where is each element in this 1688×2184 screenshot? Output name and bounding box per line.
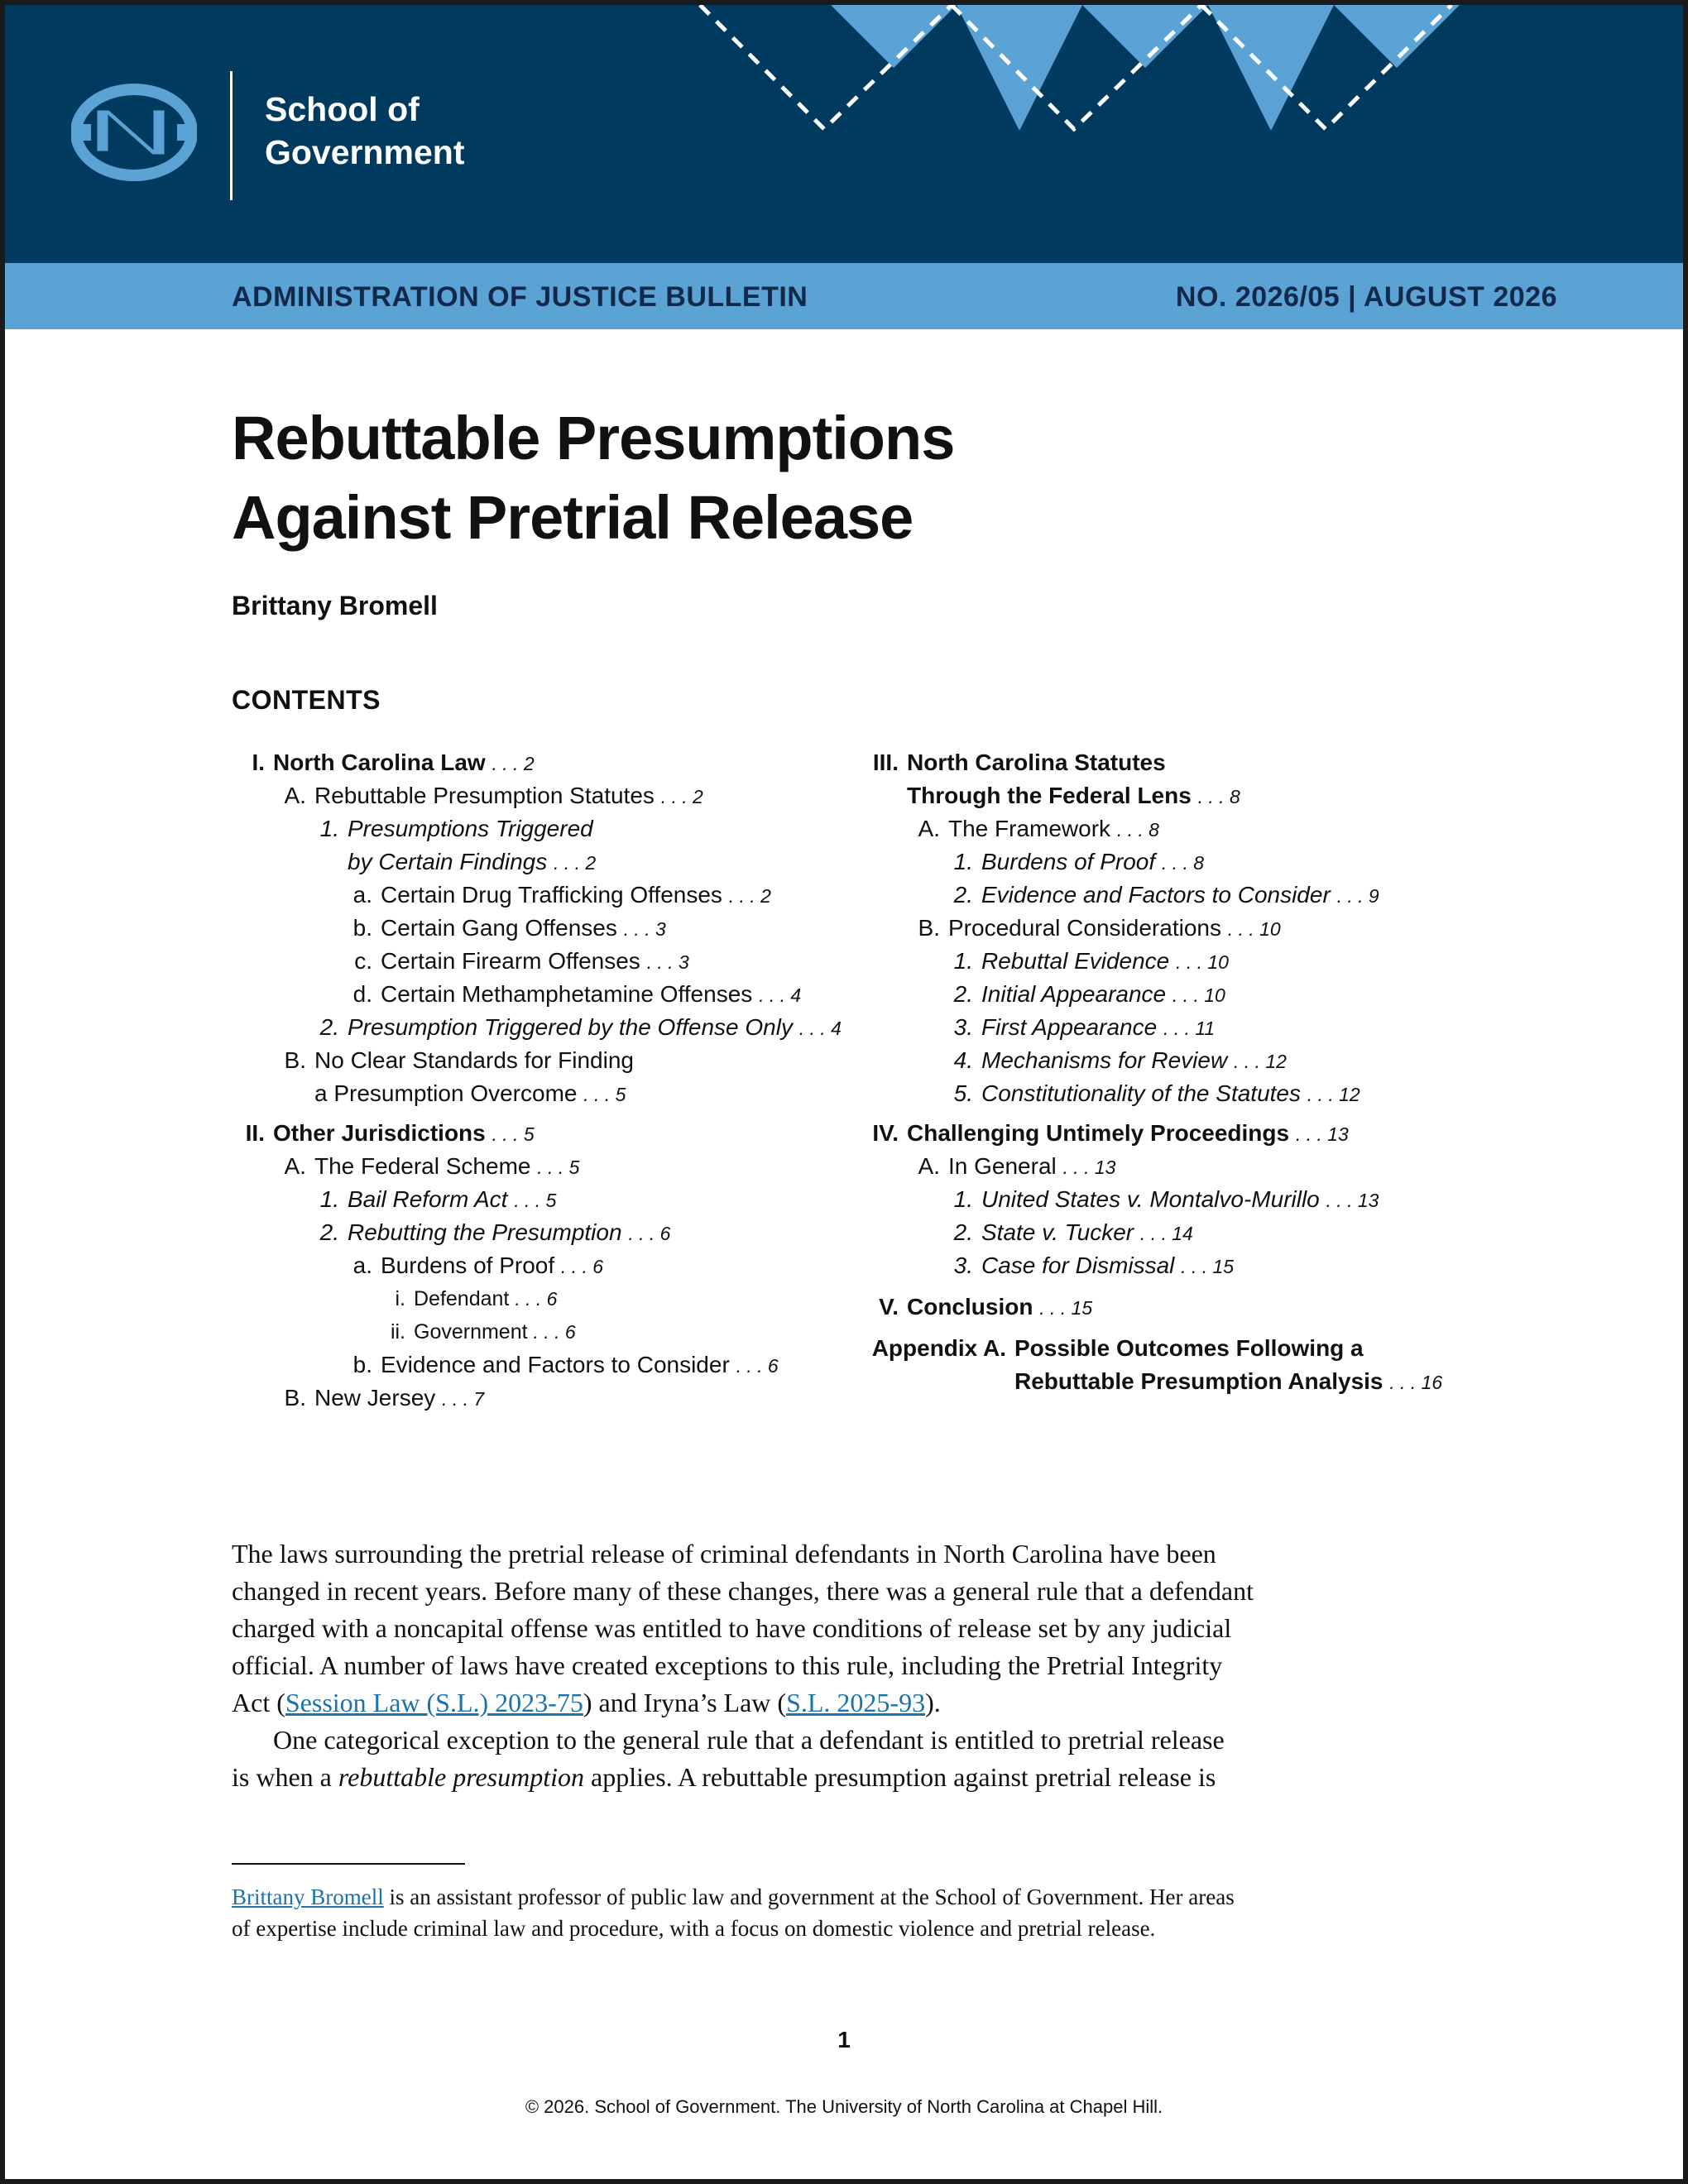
toc-entry[interactable]: I. North Carolina Law . . . 2 <box>252 750 535 775</box>
toc-entry[interactable]: a Presumption Overcome . . . 5 <box>314 1080 626 1106</box>
toc-entry[interactable]: II. Other Jurisdictions . . . 5 <box>245 1120 535 1146</box>
toc-entry[interactable]: by Certain Findings . . . 2 <box>348 849 597 874</box>
toc-entry[interactable]: B. Procedural Considerations . . . 10 <box>918 915 1281 941</box>
toc-entry[interactable]: 1. Bail Reform Act . . . 5 <box>319 1186 557 1212</box>
author-name: Brittany Bromell <box>232 591 438 620</box>
page-title <box>232 399 954 558</box>
toc-entry[interactable]: 5. Constitutionality of the Statutes . . . 12 <box>953 1080 1360 1106</box>
toc-entry[interactable]: A. The Federal Scheme . . . 5 <box>284 1153 580 1179</box>
toc-entry[interactable]: 4. Mechanisms for Review . . . 12 <box>953 1047 1287 1073</box>
sl-2025-93-link[interactable]: S.L. 2025-93 <box>786 1688 926 1717</box>
org-name <box>265 88 465 174</box>
toc-entry[interactable]: ii. Government . . . 6 <box>390 1320 576 1343</box>
title-line2: Against Pretrial Release <box>232 483 914 552</box>
toc-entry[interactable]: Through the Federal Lens . . . 8 <box>907 783 1240 808</box>
toc-entry[interactable]: 2. Initial Appearance . . . 10 <box>953 981 1225 1007</box>
contents-heading: CONTENTS <box>232 685 381 715</box>
unc-nc-monogram-icon <box>71 81 197 184</box>
toc-entry[interactable]: c. Certain Firearm Offenses . . . 3 <box>354 948 689 974</box>
toc-entry[interactable]: a. Certain Drug Trafficking Offenses . . . 2 <box>352 882 771 908</box>
title-line1: Rebuttable Presumptions <box>232 404 955 472</box>
toc-entry[interactable]: 2. State v. Tucker . . . 14 <box>953 1219 1193 1245</box>
toc-entry[interactable]: b. Evidence and Factors to Consider . . . 6 <box>352 1352 779 1377</box>
copyright-notice: © 2026. School of Government. The University of North Carolina at Chapel Hill. <box>525 2096 1163 2117</box>
argyle-pattern <box>5 5 1683 263</box>
toc-entry[interactable]: 3. First Appearance . . . 11 <box>953 1014 1216 1040</box>
bulletin-number-date: NO. 2026/05 | AUGUST 2026 <box>1175 281 1557 313</box>
toc-entry[interactable]: III. North Carolina Statutes <box>872 750 1166 775</box>
toc-entry[interactable]: 1. Presumptions Triggered <box>319 816 593 841</box>
bulletin-series: ADMINISTRATION OF JUSTICE BULLETIN <box>232 281 808 313</box>
header-banner <box>5 5 1683 263</box>
toc-entry[interactable]: B. New Jersey . . . 7 <box>284 1385 485 1410</box>
toc-entry[interactable]: 1. United States v. Montalvo-Murillo . . . 13 <box>953 1186 1379 1212</box>
org-name-line2: Government <box>265 133 465 171</box>
session-law-link[interactable]: Session Law (S.L.) 2023-75 <box>285 1688 583 1717</box>
logo-divider <box>230 71 233 200</box>
body-paragraph-1: The laws surrounding the pretrial release of criminal defendants in North Carolina have been changed in recent years. Before many of these changes, there was a general rule that a defendant charged with a noncapital offense was entitled to have conditions of release set by any judicial official. A number of laws have created exceptions to this rule, including the Pretrial Integrity Act (Session Law (S.L.) 2023-75) and Iryna’s Law (S.L. 2025-93). <box>232 1539 1254 1717</box>
toc-entry[interactable]: 1. Rebuttal Evidence . . . 10 <box>953 948 1229 974</box>
toc-entry[interactable]: A. Rebuttable Presumption Statutes . . . 2 <box>284 783 703 808</box>
toc-entry[interactable]: 3. Case for Dismissal . . . 15 <box>953 1252 1235 1278</box>
page-number: 1 <box>837 2027 851 2052</box>
toc-entry[interactable]: 2. Evidence and Factors to Consider . . . 9 <box>953 882 1379 908</box>
toc-entry[interactable]: 1. Burdens of Proof . . . 8 <box>953 849 1205 874</box>
toc-entry[interactable]: IV. Challenging Untimely Proceedings . . . 13 <box>872 1120 1349 1146</box>
author-footnote: Brittany Bromell is an assistant professor of public law and government at the School of Government. Her areas of expertise include criminal law and procedure, with a focus on domestic violence and pretrial release. <box>232 1885 1235 1941</box>
footnote-rule <box>232 1863 465 1865</box>
toc-entry[interactable]: 2. Presumption Triggered by the Offense Only . . . 4 <box>319 1014 842 1040</box>
toc-entry[interactable]: 2. Rebutting the Presumption . . . 6 <box>319 1219 671 1245</box>
toc-entry[interactable]: Rebuttable Presumption Analysis . . . 16 <box>1014 1368 1443 1394</box>
author-profile-link[interactable]: Brittany Bromell <box>232 1885 384 1909</box>
toc-entry[interactable]: A. The Framework . . . 8 <box>918 816 1159 841</box>
toc-entry[interactable]: a. Burdens of Proof . . . 6 <box>352 1252 604 1278</box>
toc-entry[interactable]: d. Certain Methamphetamine Offenses . . . 4 <box>352 981 802 1007</box>
toc-entry[interactable]: Appendix A. Possible Outcomes Following a <box>871 1335 1364 1361</box>
toc-entry[interactable]: B. No Clear Standards for Finding <box>284 1047 634 1073</box>
toc-entry[interactable]: b. Certain Gang Offenses . . . 3 <box>352 915 666 941</box>
toc-entry[interactable]: i. Defendant . . . 6 <box>395 1287 558 1310</box>
body-paragraph-2: One categorical exception to the general rule that a defendant is entitled to pretrial release is when a rebuttable presumption applies. A rebuttable presumption against pretrial release is <box>232 1725 1225 1792</box>
bulletin-bar <box>5 263 1683 329</box>
toc-entry[interactable]: V. Conclusion . . . 15 <box>879 1294 1093 1320</box>
toc-entry[interactable]: A. In General . . . 13 <box>918 1153 1116 1179</box>
org-name-line1: School of <box>265 90 420 128</box>
bulletin-page <box>5 5 1683 2179</box>
